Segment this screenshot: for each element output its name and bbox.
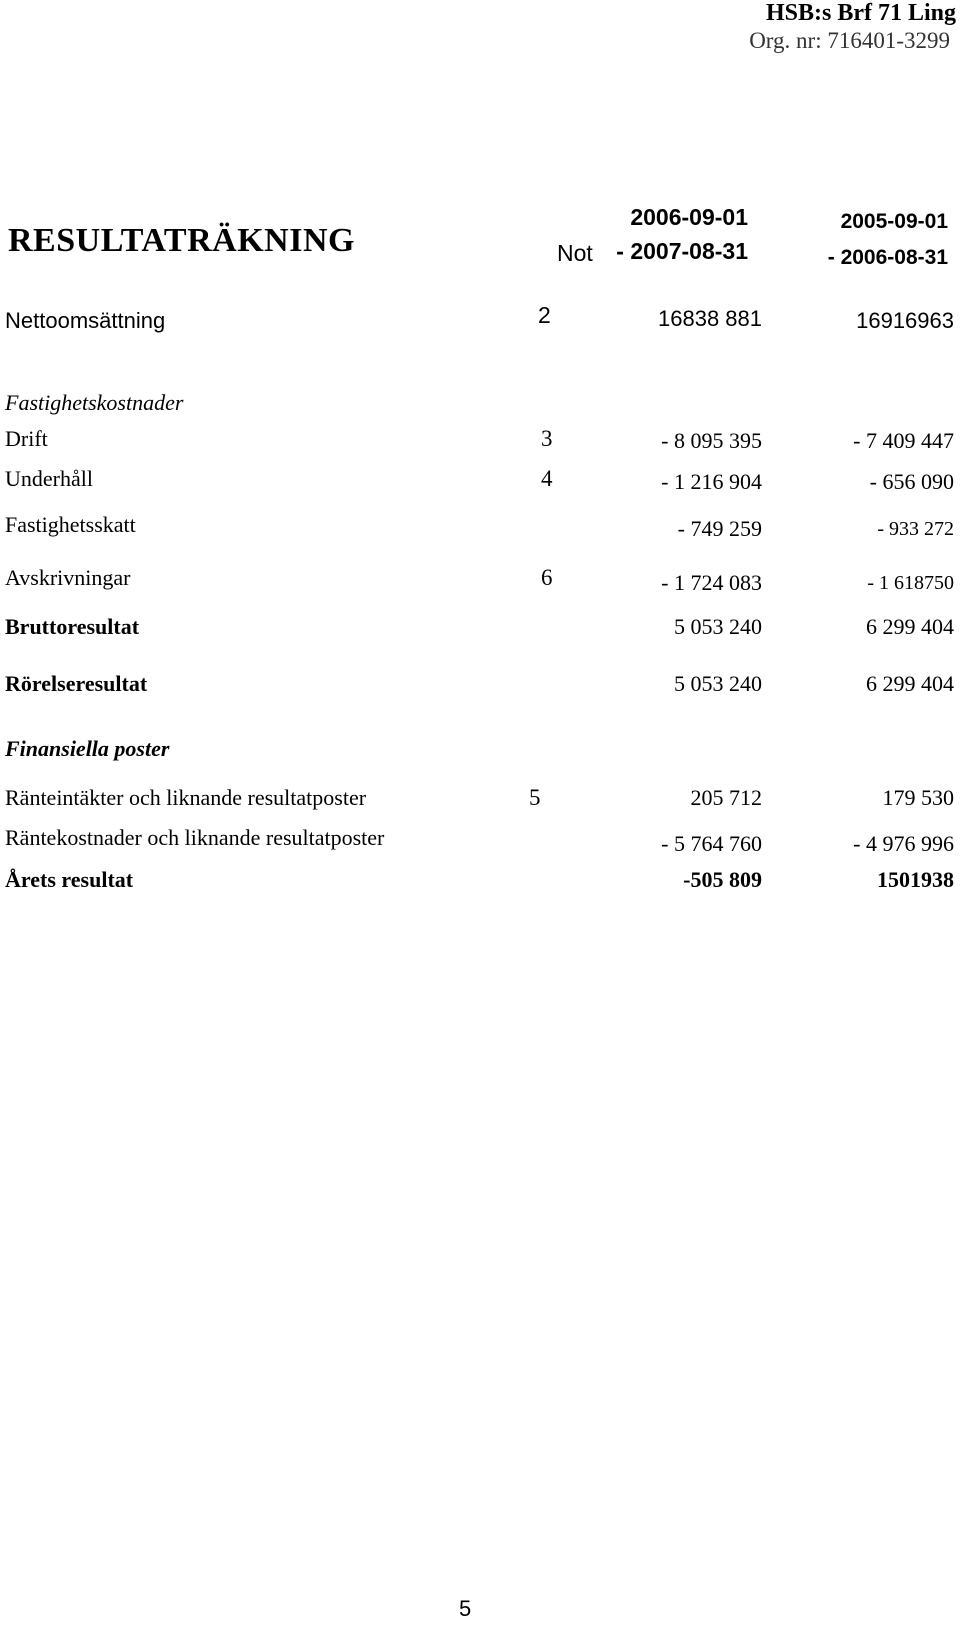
row-label-bruttoresultat: Bruttoresultat [5, 614, 140, 639]
page-number: 5 [459, 1596, 472, 1621]
row-previous-fastighetsskatt: - 933 272 [877, 518, 954, 540]
section-heading-fastighetskostnader: Fastighetskostnader [5, 390, 184, 415]
row-previous-rorelseresultat: 6 299 404 [866, 671, 954, 696]
row-previous-ranteintakter: 179 530 [882, 785, 954, 810]
row-current-rorelseresultat: 5 053 240 [674, 671, 762, 696]
row-label-avskrivningar: Avskrivningar [5, 565, 131, 590]
row-label-ranteintakter: Ränteintäkter och liknande resultatposter [5, 785, 367, 810]
current-period-end: - 2007-08-31 [616, 238, 748, 264]
row-note-drift: 3 [541, 426, 553, 451]
row-label-rorelseresultat: Rörelseresultat [5, 671, 148, 696]
row-current-avskrivningar: - 1 724 083 [661, 570, 762, 595]
organization-number: Org. nr: 716401-3299 [749, 28, 950, 53]
row-label-drift: Drift [5, 426, 48, 451]
row-current-underhall: - 1 216 904 [661, 469, 762, 494]
row-previous-nettoomsattning: 16916963 [856, 308, 954, 333]
row-label-arets-resultat: Årets resultat [5, 867, 134, 892]
row-label-nettoomsattning: Nettoomsättning [5, 308, 166, 333]
row-current-nettoomsattning: 16838 881 [658, 306, 762, 331]
current-period-start: 2006-09-01 [630, 204, 748, 230]
row-previous-avskrivningar: - 1 618750 [867, 572, 954, 594]
organization-name: HSB:s Brf 71 Ling [765, 0, 956, 26]
note-column-label: Not [557, 240, 593, 266]
previous-period-end: - 2006-08-31 [827, 246, 948, 269]
row-label-fastighetsskatt: Fastighetsskatt [5, 512, 136, 537]
row-label-rantekostnader: Räntekostnader och liknande resultatposter [5, 825, 385, 850]
row-previous-underhall: - 656 090 [869, 469, 954, 494]
row-note-nettoomsattning: 2 [538, 302, 551, 328]
row-note-ranteintakter: 5 [529, 785, 541, 810]
row-current-ranteintakter: 205 712 [690, 785, 762, 810]
row-previous-rantekostnader: - 4 976 996 [853, 831, 954, 856]
row-note-avskrivningar: 6 [541, 565, 553, 590]
row-current-drift: - 8 095 395 [661, 428, 762, 453]
row-current-bruttoresultat: 5 053 240 [674, 614, 762, 639]
row-previous-arets-resultat: 1501938 [877, 867, 954, 892]
row-current-rantekostnader: - 5 764 760 [661, 831, 762, 856]
row-note-underhall: 4 [541, 466, 553, 491]
row-previous-bruttoresultat: 6 299 404 [866, 614, 954, 639]
row-current-arets-resultat: -505 809 [683, 867, 762, 892]
row-current-fastighetsskatt: - 749 259 [677, 516, 762, 541]
row-previous-drift: - 7 409 447 [853, 428, 954, 453]
row-label-underhall: Underhåll [5, 466, 93, 491]
previous-period-start: 2005-09-01 [840, 210, 948, 233]
section-heading-finansiella-poster: Finansiella poster [5, 736, 170, 761]
statement-title: RESULTATRÄKNING [8, 222, 355, 259]
